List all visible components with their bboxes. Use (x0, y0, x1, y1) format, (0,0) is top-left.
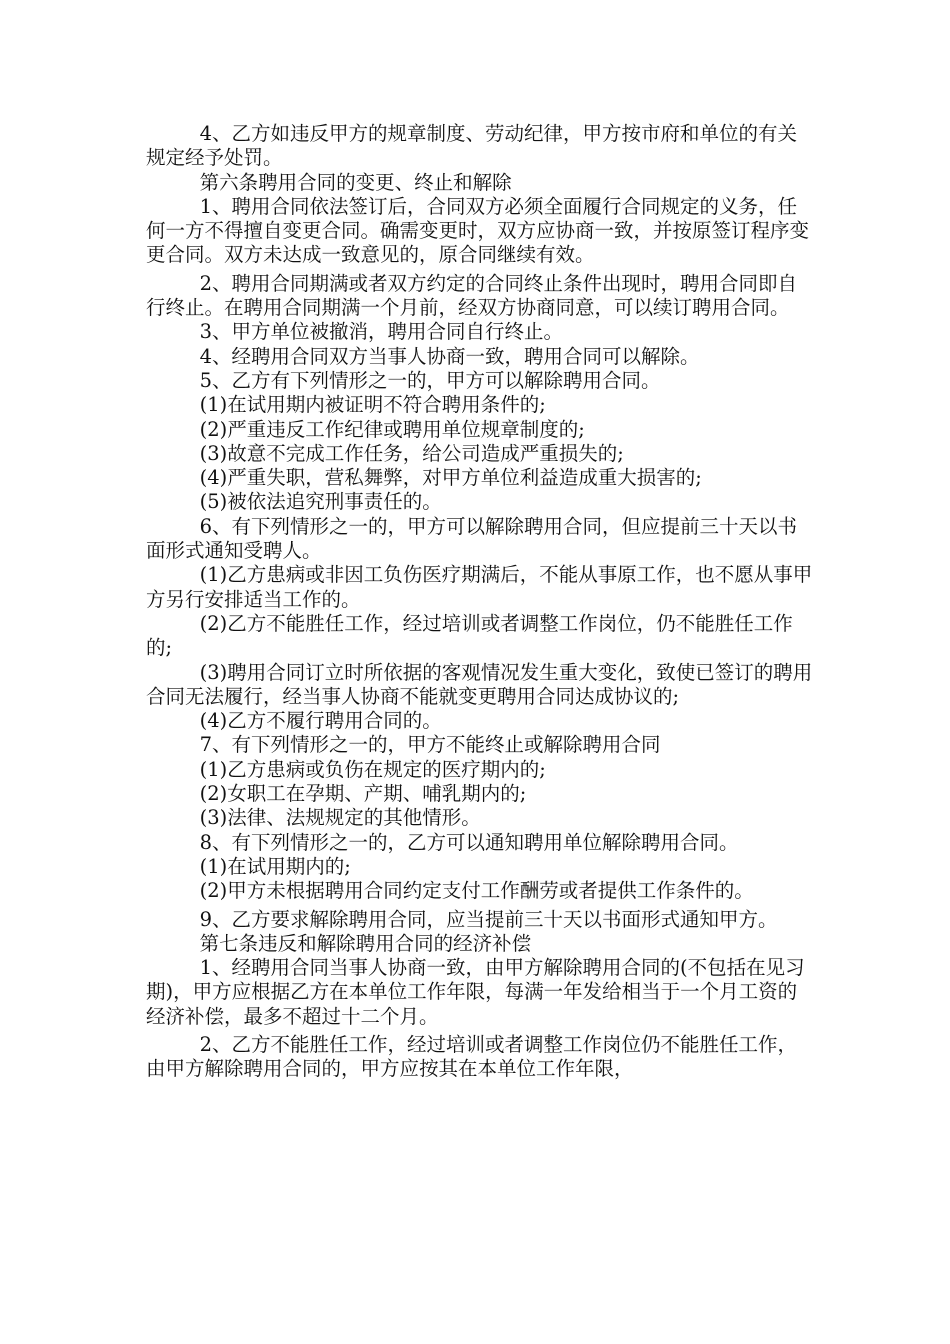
paragraph-article6-item8: 8、有下列情形之一的，乙方可以通知聘用单位解除聘用合同。 (199, 830, 739, 854)
paragraph-clause5-item4: 4、乙方如违反甲方的规章制度、劳动纪律，甲方按市府和单位的有关规定经予处罚。 (146, 122, 798, 170)
list-item-7-2: (2)女职工在孕期、产期、哺乳期内的; (199, 782, 527, 806)
list-item-6-4: (4)乙方不履行聘用合同的。 (199, 709, 442, 733)
list-item-8-1: (1)在试用期内的; (199, 854, 351, 878)
list-item-6-1: (1)乙方患病或非因工负伤医疗期满后，不能从事原工作，也不愿从事甲方另行安排适当工作的。 (146, 563, 813, 611)
paragraph-article6-item6: 6、有下列情形之一的，甲方可以解除聘用合同，但应提前三十天以书面形式通知受聘人。 (146, 514, 798, 563)
paragraph-article7-item1: 1、经聘用合同当事人协商一致，由甲方解除聘用合同的(不包括在见习期)，甲方应根据乙方在本单位工作年限，每满一年发给相当于一个月工资的经济补偿，最多不超过十二个月。 (146, 956, 805, 1028)
list-item-5-1: (1)在试用期内被证明不符合聘用条件的; (199, 393, 546, 417)
list-item-8-2: (2)甲方未根据聘用合同约定支付工作酬劳或者提供工作条件的。 (199, 879, 754, 903)
list-item-5-2: (2)严重违反工作纪律或聘用单位规章制度的; (199, 417, 585, 441)
paragraph-article6-item1: 1、聘用合同依法签订后，合同双方必须全面履行合同规定的义务，任何一方不得擅自变更合同。确需变更时，双方应协商一致，并按原签订程序变更合同。双方未达成一致意见的，原合同继续有效。 (146, 194, 810, 267)
paragraph-article6-item5: 5、乙方有下列情形之一的，甲方可以解除聘用合同。 (199, 368, 661, 392)
paragraph-article6-item2: 2、聘用合同期满或者双方约定的合同终止条件出现时，聘用合同即自行终止。在聘用合同期满一个月前，经双方协商同意，可以续订聘用合同。 (146, 271, 798, 320)
list-item-5-5: (5)被依法追究刑事责任的。 (199, 490, 442, 514)
document-page (146, 122, 814, 1082)
list-item-7-3: (3)法律、法规规定的其他情形。 (199, 806, 481, 830)
list-item-5-3: (3)故意不完成工作任务，给公司造成严重损失的; (199, 441, 624, 465)
list-item-6-2: (2)乙方不能胜任工作，经过培训或者调整工作岗位，仍不能胜任工作的; (146, 611, 793, 660)
section-heading-article6: 第六条聘用合同的变更、终止和解除 (199, 170, 512, 194)
section-heading-article7: 第七条违反和解除聘用合同的经济补偿 (199, 931, 532, 955)
paragraph-article6-item3: 3、甲方单位被撤消，聘用合同自行终止。 (199, 320, 564, 344)
list-item-5-4: (4)严重失职，营私舞弊，对甲方单位利益造成重大损害的; (199, 466, 702, 490)
paragraph-article6-item4: 4、经聘用合同双方当事人协商一致，聘用合同可以解除。 (199, 344, 700, 368)
list-item-6-3: (3)聘用合同订立时所依据的客观情况发生重大变化，致使已签订的聘用合同无法履行，经当事人协商不能就变更聘用合同达成协议的; (146, 660, 813, 708)
list-item-7-1: (1)乙方患病或负伤在规定的医疗期内的; (199, 757, 546, 781)
paragraph-article7-item2: 2、乙方不能胜任工作，经过培训或者调整工作岗位仍不能胜任工作，由甲方解除聘用合同的，甲方应按其在本单位工作年限， (146, 1032, 798, 1081)
paragraph-article6-item9: 9、乙方要求解除聘用合同，应当提前三十天以书面形式通知甲方。 (199, 907, 778, 931)
paragraph-article6-item7: 7、有下列情形之一的，甲方不能终止或解除聘用合同 (199, 733, 661, 757)
